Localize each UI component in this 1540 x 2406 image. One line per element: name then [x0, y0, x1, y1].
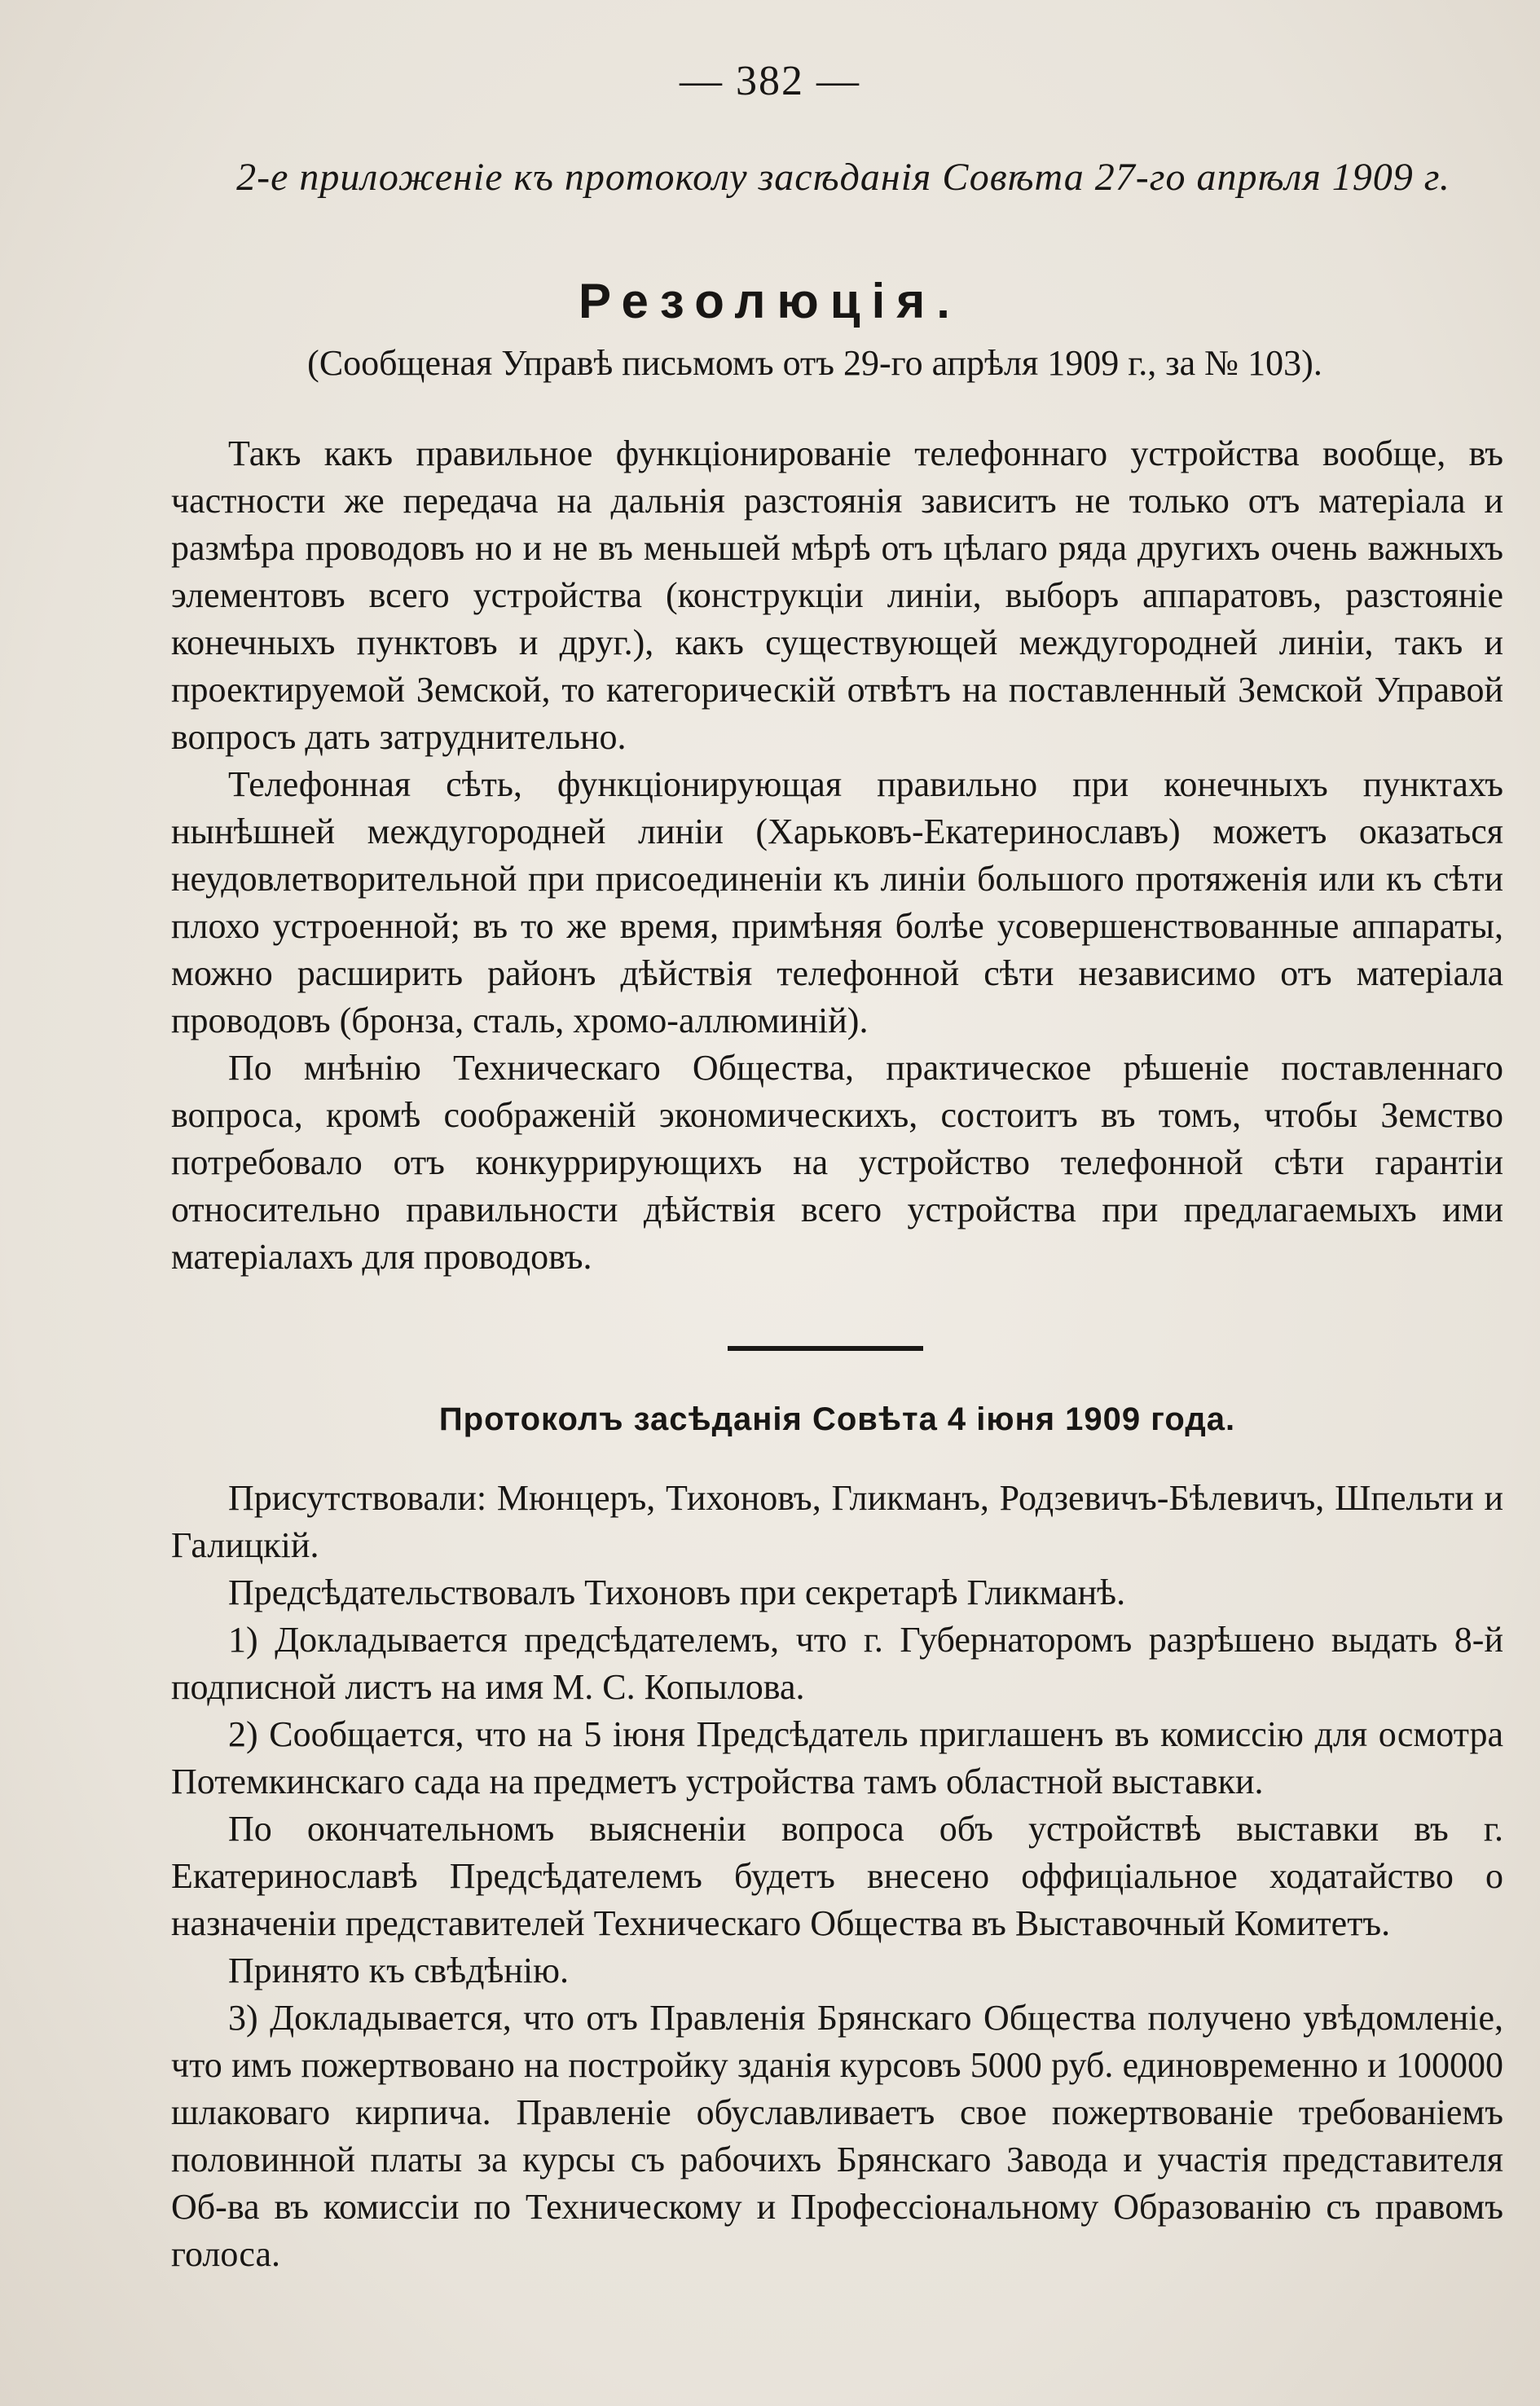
appendix-note: 2-е приложенiе къ протоколу засѣданiя Совѣта 27-го апрѣля 1909 г.	[236, 156, 1450, 199]
resolution-title: Резолюцiя.	[579, 274, 961, 328]
protocol-paragraph: 3) Докладывается, что отъ Правленiя Брянскаго Общества получено увѣдомленiе, что имъ пожертвовано на постройку зданiя курсовъ 5000 руб. единовременно и 100000 шлаковаго кирпича. Правленiе обуславливаетъ свое пожертвованiе требованiемъ половинной платы за курсы съ рабочихъ Брянскаго Завода и участiя представителя Об-ва въ комиссiи по Техническому и Профессiональному Образованiю съ правомъ голоса.	[171, 1998, 1503, 2274]
section-divider	[728, 1346, 923, 1351]
protocol-paragraph: 1) Докладывается предсѣдателемъ, что г. Губернаторомъ разрѣшено выдать 8-й подписной листъ на имя М. С. Копылова.	[171, 1620, 1503, 1707]
resolution-paragraph: Такъ какъ правильное функцiонированiе телефоннаго устройства вообще, въ частности же передача на дальнiя разстоянiя зависитъ не только отъ матерiала и размѣра проводовъ но и не въ меньшей мѣрѣ отъ цѣлаго ряда другихъ очень важныхъ элементовъ всего устройства (конструкцiи линiи, выборъ аппаратовъ, разстоянiе конечныхъ пунктовъ и друг.), какъ существующей междугородней линiи, такъ и проектируемой Земской, то категорическiй отвѣтъ на поставленный Земской Управой вопросъ дать затруднительно.	[171, 433, 1503, 757]
resolution-subtitle: (Сообщеная Управѣ письмомъ отъ 29-го апрѣля 1909 г., за № 103).	[307, 343, 1322, 383]
protocol-title: Протоколъ засѣданiя Совѣта 4 iюня 1909 года.	[438, 1401, 1236, 1437]
protocol-paragraph: Предсѣдательствовалъ Тихоновъ при секретарѣ Гликманѣ.	[228, 1572, 1126, 1612]
protocol-paragraph: 2) Сообщается, что на 5 iюня Предсѣдатель приглашенъ въ комиссiю для осмотра Потемкинскаго сада на предметъ устройства тамъ областной выставки.	[171, 1714, 1503, 1801]
protocol-paragraph: Принято къ свѣдѣнiю.	[228, 1951, 569, 1990]
protocol-body	[171, 1475, 1503, 2278]
resolution-paragraph: Телефонная сѣть, функцiонирующая правильно при конечныхъ пунктахъ нынѣшней междугородней линiи (Харьковъ-Екатеринославъ) можетъ оказаться неудовлетворительной при присоединенiи къ линiи большого протяженiя или къ сѣти плохо устроенной; въ то же время, примѣняя болѣе усовершенствованные аппараты, можно расширить районъ дѣйствiя телефонной сѣти независимо отъ матерiала проводовъ (бронза, сталь, хромо-аллюминiй).	[171, 764, 1503, 1040]
page-number: — 382 —	[680, 58, 860, 104]
resolution-paragraph: По мнѣнiю Техническаго Общества, практическое рѣшенiе поставленнаго вопроса, кромѣ соображенiй экономическихъ, состоитъ въ томъ, чтобы Земство потребовало отъ конкуррирующихъ на устройство телефонной сѣти гарантiи относительно правильности дѣйствiя всего устройства при предлагаемыхъ ими матерiалахъ для проводовъ.	[171, 1048, 1503, 1277]
protocol-paragraph: По окончательномъ выясненiи вопроса объ устройствѣ выставки въ г. Екатеринославѣ Предсѣдателемъ будетъ внесено оффицiальное ходатайство о назначенiи представителей Техническаго Общества въ Выставочный Комитетъ.	[171, 1809, 1503, 1943]
protocol-paragraph: Присутствовали: Мюнцеръ, Тихоновъ, Гликманъ, Родзевичъ-Бѣлевичъ, Шпельти и Галицкiй.	[171, 1478, 1503, 1565]
resolution-body	[171, 430, 1503, 1281]
